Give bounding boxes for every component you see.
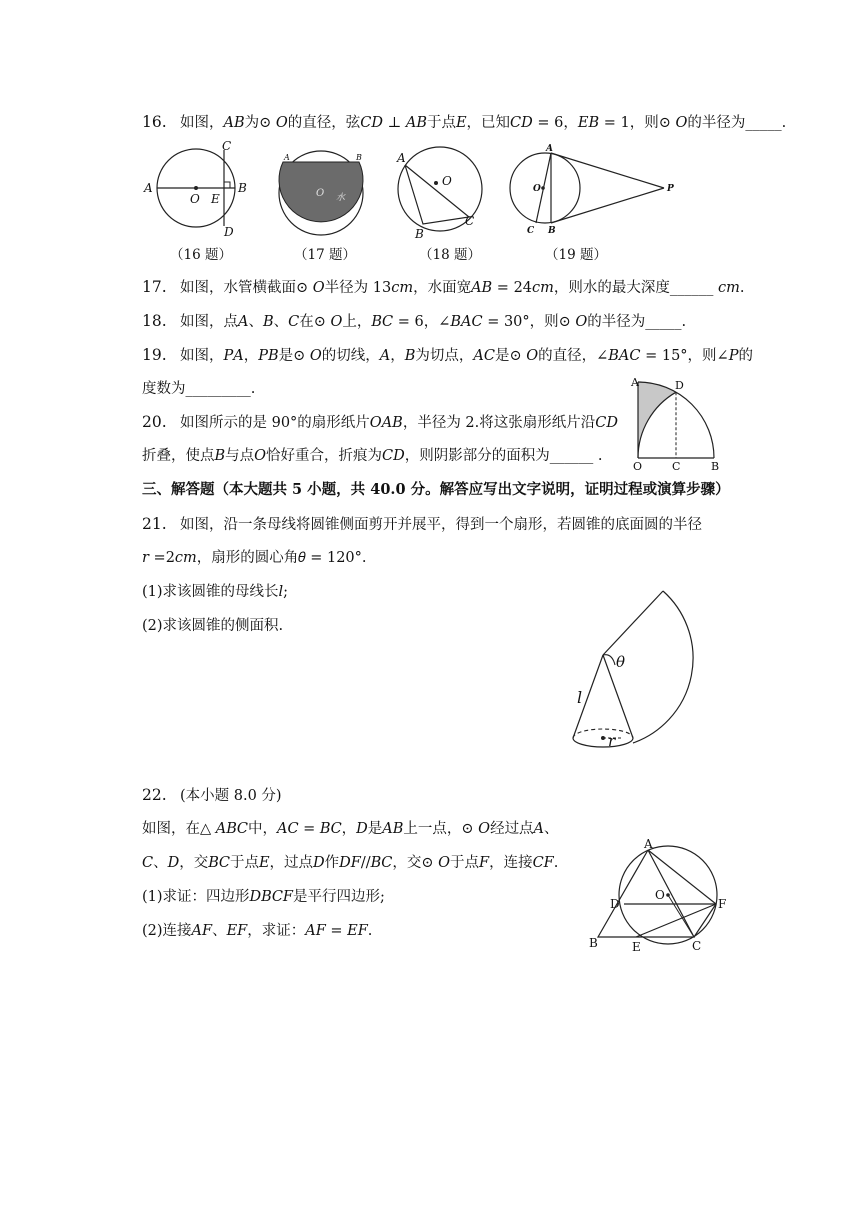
figure-21	[565, 585, 725, 760]
fig17-label-a: A	[284, 153, 290, 162]
q21-text-1: 如图，沿一条母线将圆锥侧面剪开并展平，得到一个扇形，若圆锥的底面圆的半径	[180, 517, 702, 533]
fig18-label-b: B	[415, 227, 424, 241]
section-3-title: 三、解答题（本大题共 5 小题，共 40.0 分。解答应写出文字说明，证明过程或演算步骤）	[142, 481, 730, 498]
q19-text-2: 度数为_________.	[142, 381, 256, 397]
q21-number: 21.	[142, 515, 167, 533]
q17-text: 如图，水管横截面⊙ 𝑂半径为 13𝑐𝑚，水面宽𝐴𝐵 = 24𝑐𝑚，则水的最大深度______ 𝑐𝑚.	[180, 280, 745, 296]
figure-16	[140, 139, 260, 239]
q19-number: 19.	[142, 346, 167, 364]
q16-text: 如图，𝐴𝐵为⊙ 𝑂的直径，弦𝐶𝐷 ⊥ 𝐴𝐵于点𝐸，已知𝐶𝐷 = 6，𝐸𝐵 = 1，则⊙ 𝑂的半径为_____.	[180, 115, 787, 131]
fig20-label-b: B	[711, 460, 720, 473]
fig17-label-water: 水	[336, 193, 346, 203]
caption-16: （16 题）	[170, 247, 232, 263]
fig16-label-o: O	[190, 192, 200, 206]
q22-text-2: 𝐶、𝐷，交𝐵𝐶于点𝐸，过点𝐷作𝐷𝐹//𝐵𝐶，交⊙ 𝑂于点𝐹，连接𝐶𝐹.	[142, 855, 559, 871]
figure-22	[588, 838, 738, 958]
q21-text-2: 𝑟 =2𝑐𝑚，扇形的圆心角𝜃 = 120°.	[142, 550, 367, 566]
caption-19: （19 题）	[545, 247, 607, 263]
q16-line	[142, 112, 786, 133]
fig22-label-d: D	[610, 897, 620, 911]
fig22-label-a: A	[644, 837, 653, 851]
fig21-label-l: l	[577, 688, 583, 707]
fig20-label-o: O	[633, 460, 643, 473]
fig18-label-c: C	[465, 214, 475, 228]
fig20-label-d: D	[675, 379, 684, 392]
q22-score: (本小题 8.0 分)	[180, 788, 282, 804]
figure-17	[278, 150, 378, 240]
q20-text-1: 如图所示的是 90°的扇形纸片𝑂𝐴𝐵，半径为 2.将这张扇形纸片沿𝐶𝐷	[180, 415, 618, 431]
caption-18: （18 题）	[419, 247, 481, 263]
fig19-label-p: P	[667, 184, 674, 194]
q22-text-1: 如图，在△ 𝐴𝐵𝐶中，𝐴𝐶 = 𝐵𝐶，𝐷是𝐴𝐵上一点，⊙ 𝑂经过点𝐴、	[142, 821, 559, 837]
q18-number: 18.	[142, 312, 167, 330]
fig22-label-c: C	[692, 939, 702, 953]
q19-text-1: 如图，𝑃𝐴，𝑃𝐵是⊙ 𝑂的切线，𝐴，𝐵为切点，𝐴𝐶是⊙ 𝑂的直径，∠𝐵𝐴𝐶 = 15°，则∠𝑃的	[180, 348, 753, 364]
fig16-label-e: E	[211, 192, 220, 206]
figure-19	[506, 140, 686, 240]
fig17-label-b: B	[356, 153, 362, 162]
q22-part-1: (1)求证：四边形𝐷𝐵𝐶𝐹是平行四边形;	[142, 889, 385, 905]
figure-18	[394, 145, 504, 240]
fig16-label-d: D	[224, 225, 234, 239]
q22-part-2: (2)连接𝐴𝐹、𝐸𝐹，求证：𝐴𝐹 = 𝐸𝐹.	[142, 923, 373, 939]
q21-part-1: (1)求该圆锥的母线长𝑙;	[142, 584, 289, 600]
fig20-label-c: C	[672, 460, 681, 473]
caption-17: （17 题）	[294, 247, 356, 263]
q16-number: 16.	[142, 113, 167, 131]
fig16-label-c: C	[222, 139, 232, 153]
q21-part-2: (2)求该圆锥的侧面积.	[142, 618, 284, 634]
q17-number: 17.	[142, 278, 167, 296]
fig18-label-a: A	[397, 151, 406, 165]
fig19-label-a: A	[546, 144, 553, 154]
fig19-label-b: B	[548, 226, 556, 236]
fig19-label-c: C	[527, 226, 535, 236]
q18-text: 如图，点𝐴、𝐵、𝐶在⊙ 𝑂上，𝐵𝐶 = 6，∠𝐵𝐴𝐶 = 30°，则⊙ 𝑂的半径为_____.	[180, 314, 687, 330]
fig16-label-a: A	[144, 181, 153, 195]
q22-number: 22.	[142, 786, 167, 804]
fig20-label-a: A	[631, 376, 639, 389]
fig18-label-o: O	[442, 174, 452, 188]
fig21-label-theta: θ	[616, 653, 626, 671]
q19-line1	[142, 345, 753, 366]
q20-line1	[142, 412, 618, 433]
q18-line	[142, 311, 686, 332]
fig16-label-b: B	[238, 181, 247, 195]
q20-text-2: 折叠，使点𝐵与点𝑂恰好重合，折痕为𝐶𝐷，则阴影部分的面积为______ .	[142, 448, 603, 464]
q21-line1	[142, 514, 702, 535]
fig22-label-f: F	[718, 897, 727, 911]
fig22-label-b: B	[589, 936, 598, 950]
fig22-label-o: O	[655, 888, 665, 902]
fig21-label-r: r	[608, 732, 616, 750]
fig17-label-o: O	[316, 188, 325, 199]
figure-20	[628, 374, 738, 474]
q22-line-head	[142, 785, 282, 806]
q20-number: 20.	[142, 413, 167, 431]
fig22-label-e: E	[632, 940, 641, 954]
q17-line	[142, 277, 744, 298]
fig19-label-o: O	[533, 184, 541, 194]
